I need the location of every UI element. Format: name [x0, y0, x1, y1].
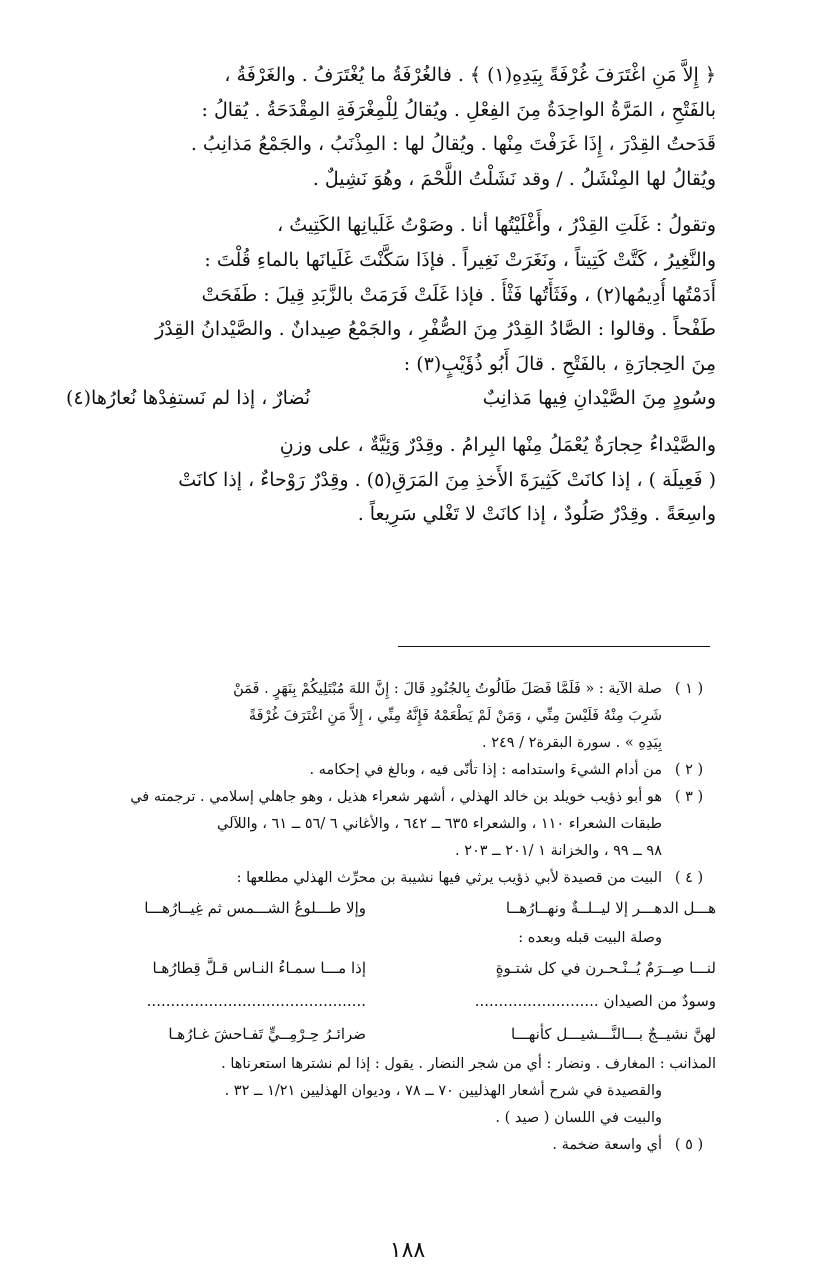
- verse-second-hemistich: إذا مـــا سمـاءُ النـاس قـلَّ قِطارُهـا: [152, 959, 366, 977]
- verse-first-hemistich: وسودٌ من الصيدان ..........................: [474, 992, 716, 1010]
- footnote-2: [66, 757, 716, 784]
- text-line: والنَّغِيرُ ، كَتَّتْ كَتِيتاً ، ونَغَرَتْ نَغِيراً . فإذَا سَكَّنْتَ غَلَيانَها بالماءِ قُلْتَ :: [204, 248, 716, 271]
- text-line: مِنَ الحِجارَةِ ، بالفَتْحِ . قالَ أَبُو ذُؤَيْبٍ(٣) :: [403, 352, 716, 375]
- footnote-verse: [66, 952, 716, 985]
- page-number: ١٨٨: [389, 1238, 426, 1263]
- verse-second-hemistich: نُضارٌ ، إذا لم نَستفِدْها نُعارُها(٤): [66, 387, 311, 410]
- footnote-line: أي واسعة ضخمة .: [552, 1137, 662, 1153]
- footnote-line: صلة الآية : « فَلَمَّا فَصَلَ طَالُوتُ بِالجُنُودِ قَالَ : إِنَّ اللهَ مُبْتَلِيكُمْ بِنَهَرٍ . فَمَنْ: [233, 681, 662, 697]
- footnote-line: طبقات الشعراء ١١٠ ، والشعراء ٦٣٥ ــ ٦٤٢ ، والأغاني ٦ /٥٦ ــ ٦١ ، واللآلي: [217, 816, 662, 832]
- footnote-line: المذانب : المغارف . ونضار : أي من شجر النضار . يقول : إذا لم نشترها استعرناها .: [221, 1056, 716, 1072]
- footnote-number: ( ٥ ): [674, 1137, 704, 1153]
- footnote-line: بِيَدِهِ » . سورة البقرة٢ / ٢٤٩ .: [481, 735, 662, 751]
- verse-first-hemistich: وسُودٍ مِنَ الصَّيْدانِ فِيها مَذانِبٌ: [482, 387, 716, 410]
- footnote-line: والقصيدة في شرح أشعار الهذليين ٧٠ ــ ٧٨ ، وديوان الهذليين ١/٢١ ــ ٣٢ .: [224, 1083, 662, 1099]
- verse-second-hemistich: وإلا طـــلوعُ الشـــمس ثم غِيــارُهـــا: [144, 899, 366, 917]
- footnote-line: من أدام الشيءَ واستدامه : إذا تأنّى فيه ، وبالغ في إحكامه .: [309, 762, 662, 778]
- verse-first-hemistich: هـــل الدهـــر إلا ليــلــةٌ ونهــارُهــا: [505, 899, 716, 917]
- verse-second-hemistich: ضرائـرُ حِـرْمِــيٍّ تَفـاحشَ غـارُهـا: [168, 1025, 366, 1043]
- text-line: قَدَحتُ القِدْرَ ، إِذَا غَرَفْتَ مِنْها . ويُقالُ لها : المِذْنَبُ ، والجَمْعُ مَذانِبُ .: [190, 133, 716, 156]
- text-line: والصَّيْداءُ حِجارَةٌ يُعْمَلُ مِنْها البِرامُ . وقِدْرٌ وَئِيَّةٌ ، على وزنِ: [279, 433, 716, 456]
- footnote-line: وصلة البيت قبله وبعده :: [518, 930, 662, 946]
- footnote-number: ( ٣ ): [674, 789, 704, 805]
- footnote-5: [66, 1132, 716, 1159]
- text-line: طَفْحاً . وقالوا : الصَّادُ القِدْرُ مِنَ الصُّفْرِ ، والجَمْعُ صِيدانٌ . والصَّيْدانُ القِدْرُ: [155, 318, 716, 341]
- verse-first-hemistich: لهنَّ نشيــجٌ بـــالنَّـــشيـــل كأنهـــا: [511, 1025, 716, 1043]
- poem-verse: [66, 381, 716, 416]
- text-line: وتقولُ : غَلَتِ القِدْرُ ، وأَغْلَيْتُها أنا . وصَوْتُ غَلَيانِها الكَتِيتُ ،: [277, 214, 716, 237]
- footnote-line: ٩٨ ــ ٩٩ ، والخزانة ١ /٢٠١ ــ ٢٠٣ .: [454, 843, 662, 859]
- footnote-number: ( ٢ ): [674, 762, 704, 778]
- text-line: بالفَتْحِ ، المَرَّةُ الواحِدَةُ مِنَ الفِعْلِ . ويُقالُ لِلْمِغْرَفَةِ المِقْدَحَةُ . يُقالُ :: [201, 98, 716, 121]
- footnote-number: ( ٤ ): [674, 870, 704, 886]
- text-line: ويُقالُ لها المِنْشَلُ . / وقد نَشَلْتُ اللَّحْمَ ، وهُوَ نَشِيلٌ .: [312, 167, 716, 190]
- footnote-divider: [398, 646, 710, 647]
- footnote-line: شَرِبَ مِنْهُ فَلَيْسَ مِنِّي ، وَمَنْ لَمْ يَطْعَمْهُ فَإِنَّهُ مِنِّي ، إِلاَّ مَنِ اغْتَرَفَ غُرْفَةً: [248, 708, 662, 724]
- footnote-verse: [66, 985, 716, 1018]
- verse-first-hemistich: لنـــا صِــرَمٌ يُــنْـحـرن في كل شتـوةٍ: [495, 959, 716, 977]
- footnote-1: [66, 676, 716, 757]
- text-line: ﴿ إِلاَّ مَنِ اغْتَرَفَ غُرْفَةً بِيَدِهِ(١) ﴾ . فالغُرْفَةُ ما يُغْتَرَفُ . والغَرْفَةُ ،: [224, 64, 716, 86]
- footnote-3: [66, 784, 716, 865]
- footnote-4: [66, 865, 716, 892]
- footnote-verse: [66, 1018, 716, 1051]
- footnote-number: ( ١ ): [674, 681, 704, 697]
- footnote-line: البيت من قصيدة لأبي ذؤيب يرثي فيها نشيبة بن محرِّث الهذلي مطلعها :: [236, 870, 662, 886]
- footnote-verse: [66, 892, 716, 925]
- verse-second-hemistich: ..............................................: [146, 992, 366, 1010]
- footnote-line: والبيت في اللسان ( صيد ) .: [495, 1110, 662, 1126]
- text-line: أَدَمْتُها أُدِيمُها(٢) ، وفَثَأْتُها فَثْأً . فإذا غَلَتْ فَرَمَتْ بالزَّبَدِ قِيلَ : طَفَحَتْ: [201, 283, 716, 306]
- footnote-line: هو أبو ذؤيب خويلد بن خالد الهذلي ، أشهر شعراء هذيل ، وهو جاهلي إسلامي . ترجمته في: [130, 789, 662, 805]
- main-text: [66, 58, 716, 532]
- footnotes: [66, 676, 716, 1159]
- text-line: ( فَعِيلَة ) ، إذا كانَتْ كَثِيرَةَ الأَخذِ مِنَ المَرَقِ(٥) . وقِدْرٌ رَوْحاءٌ ، إذا كانَتْ: [178, 468, 716, 491]
- text-line: واسِعَةً . وقِدْرٌ صَلُودٌ ، إذا كانَتْ لا تَغْلي سَرِيعاً .: [357, 503, 716, 526]
